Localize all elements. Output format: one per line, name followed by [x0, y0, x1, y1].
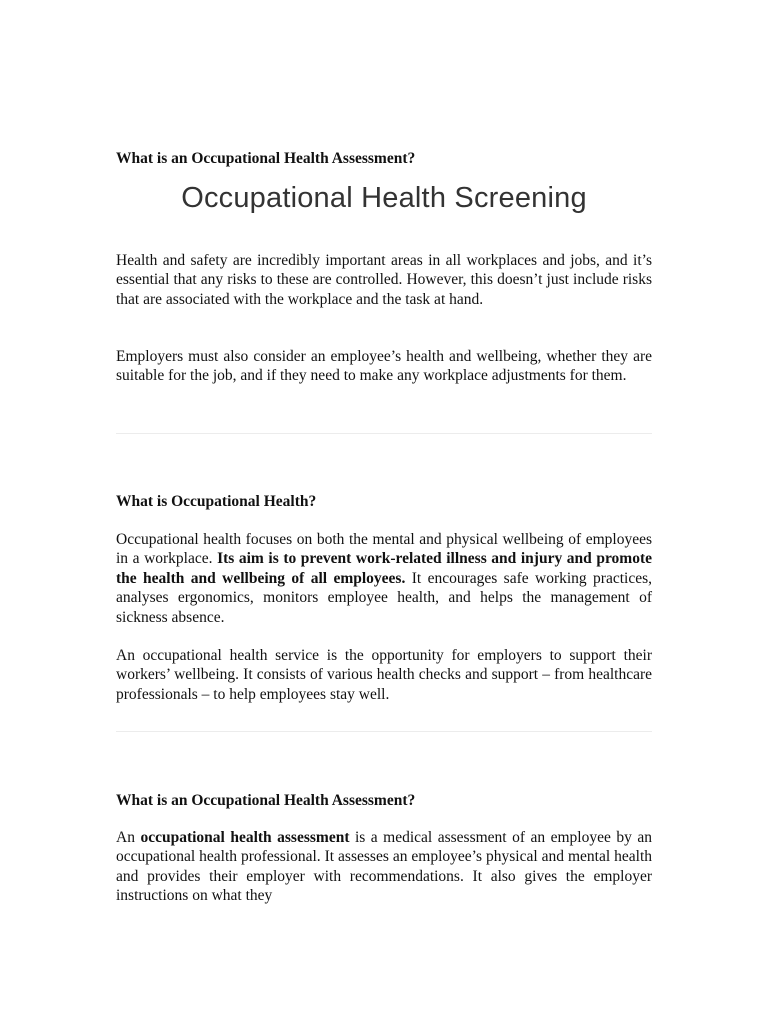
occupational-health-paragraph-1	[116, 530, 652, 627]
section-heading-assessment: What is an Occupational Health Assessment?	[116, 792, 416, 809]
occupational-health-paragraph-2: An occupational health service is the opportunity for employers to support their workers’ wellbeing. It consists of various health checks and support – from healthcare professionals – to help employees stay well.	[116, 647, 652, 703]
section-divider	[116, 731, 652, 732]
document-question-heading: What is an Occupational Health Assessment?	[116, 150, 416, 167]
section-heading-occupational-health: What is Occupational Health?	[116, 493, 317, 510]
emphasized-text: occupational health assessment	[140, 829, 350, 846]
paragraph-text: Occupational health focuses on both the mental and physical wellbeing of employees in a workplace.	[116, 531, 652, 568]
paragraph-text: is a medical assessment of an employee by an occupational health professional. It assesses an employee’s physical and mental health and provides their employer with recommendations. It also gives the employer instructions on what they	[116, 829, 652, 905]
section-divider	[116, 433, 652, 434]
page-title: Occupational Health Screening	[181, 182, 587, 214]
emphasized-text: Its aim is to prevent work-related illness and injury and promote the health and wellbeing of all employees.	[116, 550, 652, 587]
paragraph-text: It encourages safe working practices, analyses ergonomics, monitors employee health, and helps the management of sickness absence.	[116, 569, 652, 626]
assessment-paragraph-1	[116, 828, 652, 906]
intro-paragraph-2: Employers must also consider an employee’s health and wellbeing, whether they are suitable for the job, and if they need to make any workplace adjustments for them.	[116, 348, 652, 385]
intro-paragraph-1: Health and safety are incredibly important areas in all workplaces and jobs, and it’s essential that any risks to these are controlled. However, this doesn’t just include risks that are associated with the workplace and the task at hand.	[116, 252, 652, 308]
paragraph-text: An	[116, 829, 141, 846]
